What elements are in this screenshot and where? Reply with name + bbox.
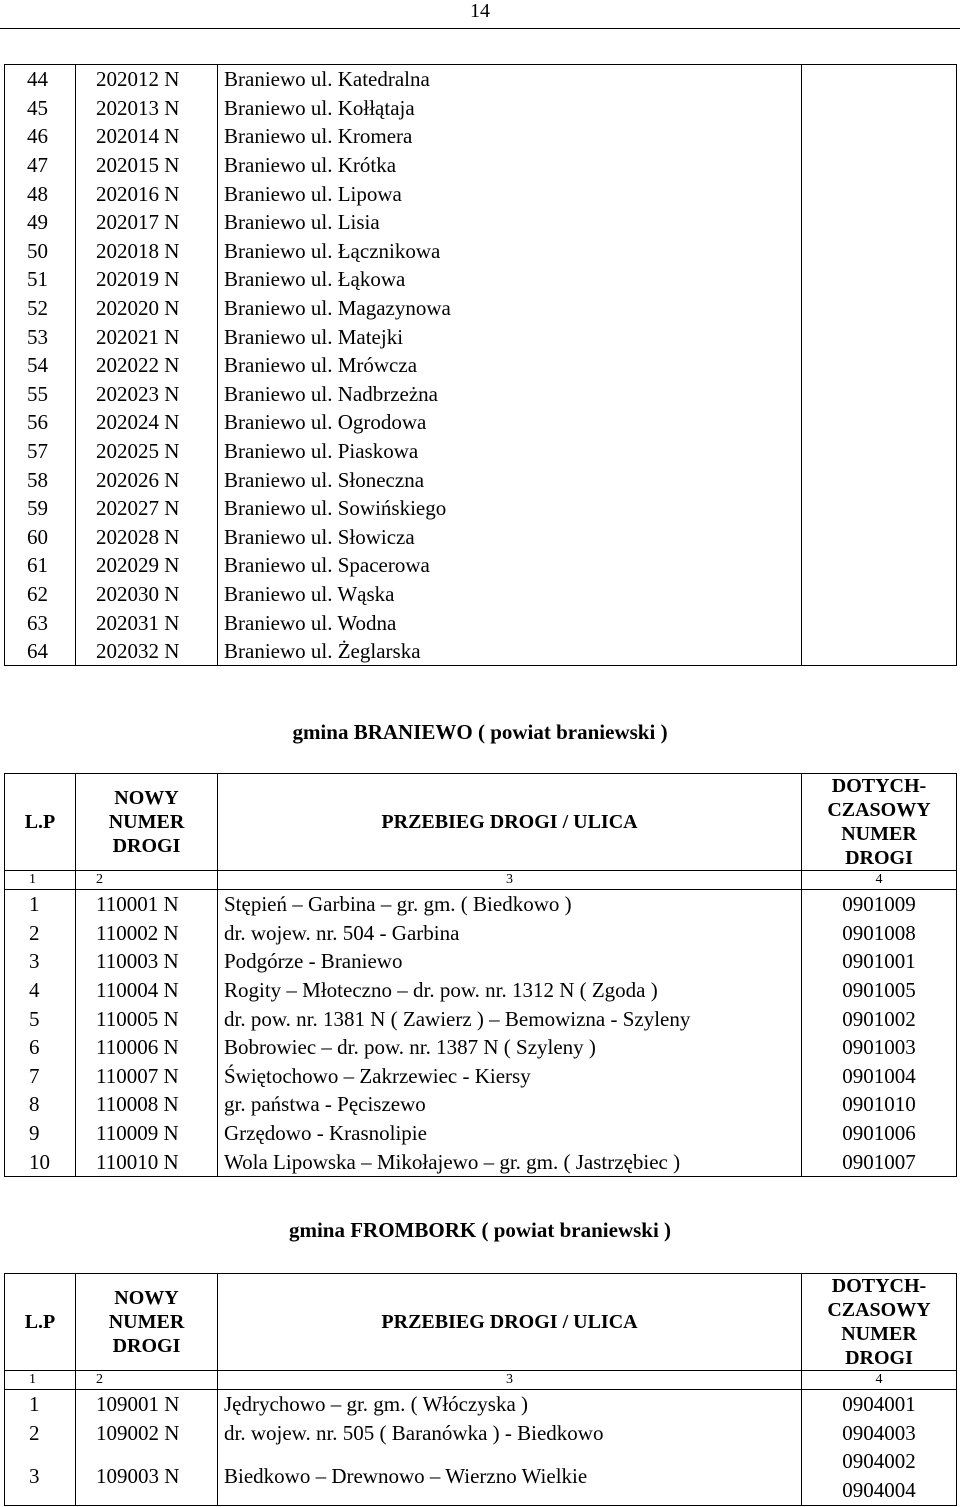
header-new-line3: DROGI	[112, 1335, 181, 1357]
row-lp: 54	[5, 351, 76, 380]
row-old-number	[802, 1447, 957, 1506]
colnum-2: 2	[76, 871, 218, 890]
row-lp: 8	[5, 1090, 76, 1119]
section-title-braniewo: gmina BRANIEWO ( powiat braniewski )	[292, 720, 668, 744]
row-new-number: 110003 N	[76, 947, 218, 976]
table-row	[5, 380, 957, 409]
header-route: PRZEBIEG DROGI / ULICA	[218, 1274, 802, 1371]
row-old-number-empty	[802, 179, 957, 208]
row-route: Wola Lipowska – Mikołajewo – gr. gm. ( Jastrzębiec )	[218, 1147, 802, 1176]
row-old-number: 0901001	[802, 947, 957, 976]
row-route: Braniewo ul. Wąska	[218, 580, 802, 609]
row-old-number-2: 0904004	[842, 1478, 916, 1503]
row-route: Braniewo ul. Magazynowa	[218, 294, 802, 323]
row-old-number-empty	[802, 122, 957, 151]
colnum-3: 3	[218, 871, 802, 890]
row-route: Braniewo ul. Krótka	[218, 151, 802, 180]
table-row	[5, 94, 957, 123]
row-route: Braniewo ul. Łącznikowa	[218, 237, 802, 266]
table-row	[5, 947, 957, 976]
row-new-number: 202029 N	[76, 551, 218, 580]
row-lp: 3	[5, 1447, 76, 1506]
roads-table-continued	[4, 64, 957, 666]
header-row	[5, 1274, 957, 1371]
row-new-number: 202022 N	[76, 351, 218, 380]
row-old-number-empty	[802, 351, 957, 380]
row-lp: 47	[5, 151, 76, 180]
row-route: gr. państwa - Pęciszewo	[218, 1090, 802, 1119]
table-row	[5, 1004, 957, 1033]
column-numbers-row	[5, 1371, 957, 1390]
header-old-line4: DROGI	[845, 847, 913, 869]
row-lp: 1	[5, 1390, 76, 1419]
row-route: Braniewo ul. Kromera	[218, 122, 802, 151]
header-new-line1: NOWY	[114, 787, 179, 809]
row-old-number: 0901007	[802, 1147, 957, 1176]
header-new-line1: NOWY	[114, 1287, 179, 1309]
table-row	[5, 1062, 957, 1091]
row-old-number: 0901008	[802, 919, 957, 948]
table-row	[5, 551, 957, 580]
row-old-number-empty	[802, 637, 957, 666]
row-lp: 56	[5, 408, 76, 437]
row-new-number: 202027 N	[76, 494, 218, 523]
row-old-number-empty	[802, 322, 957, 351]
table-row	[5, 1447, 957, 1506]
row-lp: 55	[5, 380, 76, 409]
row-old-number-empty	[802, 294, 957, 323]
row-lp: 62	[5, 580, 76, 609]
row-new-number: 109001 N	[76, 1390, 218, 1419]
colnum-3: 3	[218, 1371, 802, 1390]
row-lp: 2	[5, 1419, 76, 1448]
row-route: Rogity – Młoteczno – dr. pow. nr. 1312 N ( Zgoda )	[218, 976, 802, 1005]
row-route: dr. wojew. nr. 505 ( Baranówka ) - Biedkowo	[218, 1419, 802, 1448]
row-new-number: 109003 N	[76, 1447, 218, 1506]
row-lp: 4	[5, 976, 76, 1005]
row-route: Braniewo ul. Katedralna	[218, 65, 802, 94]
row-new-number: 202015 N	[76, 151, 218, 180]
row-old-number-empty	[802, 65, 957, 94]
row-lp: 52	[5, 294, 76, 323]
row-lp: 7	[5, 1062, 76, 1091]
header-lp: L.P	[5, 774, 76, 871]
row-old-number-1: 0904002	[842, 1449, 916, 1474]
row-new-number: 110002 N	[76, 919, 218, 948]
row-route: Braniewo ul. Spacerowa	[218, 551, 802, 580]
table-row	[5, 976, 957, 1005]
row-new-number: 202013 N	[76, 94, 218, 123]
table-row	[5, 408, 957, 437]
column-numbers-row	[5, 871, 957, 890]
row-route: Braniewo ul. Lipowa	[218, 179, 802, 208]
row-old-number: 0901003	[802, 1033, 957, 1062]
header-new-line2: NUMER	[108, 1311, 185, 1333]
row-route: Braniewo ul. Matejki	[218, 322, 802, 351]
table-row	[5, 1147, 957, 1176]
row-lp: 1	[5, 890, 76, 919]
header-old-line1: DOTYCH-	[831, 775, 927, 797]
header-old-line4: DROGI	[845, 1347, 913, 1369]
table-row	[5, 890, 957, 919]
header-old-line2: CZASOWY	[827, 799, 931, 821]
row-old-number-empty	[802, 608, 957, 637]
table-row	[5, 608, 957, 637]
table-row	[5, 437, 957, 466]
row-old-number-empty	[802, 494, 957, 523]
row-old-number: 0901002	[802, 1004, 957, 1033]
roads-table-braniewo	[4, 773, 957, 1177]
table-row	[5, 65, 957, 94]
table-row	[5, 294, 957, 323]
table-row	[5, 1090, 957, 1119]
colnum-1: 1	[5, 1371, 76, 1390]
row-route: Podgórze - Braniewo	[218, 947, 802, 976]
table-row	[5, 1390, 957, 1419]
table-row	[5, 465, 957, 494]
row-new-number: 202024 N	[76, 408, 218, 437]
row-old-number-empty	[802, 208, 957, 237]
row-old-number: 0901009	[802, 890, 957, 919]
row-route: Braniewo ul. Żeglarska	[218, 637, 802, 666]
row-new-number: 202019 N	[76, 265, 218, 294]
row-new-number: 202012 N	[76, 65, 218, 94]
row-lp: 51	[5, 265, 76, 294]
row-old-number: 0901005	[802, 976, 957, 1005]
row-old-number-empty	[802, 380, 957, 409]
row-new-number: 110010 N	[76, 1147, 218, 1176]
header-old-number	[802, 774, 957, 871]
row-new-number: 202032 N	[76, 637, 218, 666]
row-lp: 9	[5, 1119, 76, 1148]
row-old-number-empty	[802, 523, 957, 552]
row-route: Świętochowo – Zakrzewiec - Kiersy	[218, 1062, 802, 1091]
table-row	[5, 322, 957, 351]
row-route: Braniewo ul. Lisia	[218, 208, 802, 237]
row-lp: 57	[5, 437, 76, 466]
row-route: dr. pow. nr. 1381 N ( Zawierz ) – Bemowizna - Szyleny	[218, 1004, 802, 1033]
row-route: Braniewo ul. Sowińskiego	[218, 494, 802, 523]
table-row	[5, 179, 957, 208]
table-row	[5, 208, 957, 237]
row-old-number-empty	[802, 265, 957, 294]
row-route: Braniewo ul. Piaskowa	[218, 437, 802, 466]
header-old-line2: CZASOWY	[827, 1299, 931, 1321]
row-lp: 64	[5, 637, 76, 666]
row-new-number: 110008 N	[76, 1090, 218, 1119]
row-route: Grzędowo - Krasnolipie	[218, 1119, 802, 1148]
row-old-number-empty	[802, 465, 957, 494]
row-new-number: 202023 N	[76, 380, 218, 409]
row-old-number-empty	[802, 408, 957, 437]
row-lp: 48	[5, 179, 76, 208]
row-route: Braniewo ul. Kołłątaja	[218, 94, 802, 123]
row-route: Bobrowiec – dr. pow. nr. 1387 N ( Szyleny )	[218, 1033, 802, 1062]
row-new-number: 202025 N	[76, 437, 218, 466]
table-row	[5, 122, 957, 151]
row-route: Biedkowo – Drewnowo – Wierzno Wielkie	[218, 1447, 802, 1506]
row-new-number: 110007 N	[76, 1062, 218, 1091]
row-lp: 44	[5, 65, 76, 94]
header-route: PRZEBIEG DROGI / ULICA	[218, 774, 802, 871]
row-lp: 58	[5, 465, 76, 494]
colnum-2: 2	[76, 1371, 218, 1390]
colnum-4: 4	[802, 1371, 957, 1390]
row-lp: 59	[5, 494, 76, 523]
row-lp: 5	[5, 1004, 76, 1033]
table-row	[5, 1419, 957, 1448]
header-old-number	[802, 1274, 957, 1371]
row-new-number: 202028 N	[76, 523, 218, 552]
top-rule	[0, 28, 960, 29]
table-row	[5, 494, 957, 523]
row-old-number-empty	[802, 437, 957, 466]
table-row	[5, 1033, 957, 1062]
row-old-number: 0901004	[802, 1062, 957, 1091]
header-new-number	[76, 774, 218, 871]
header-old-line1: DOTYCH-	[831, 1275, 927, 1297]
row-route: Braniewo ul. Słowicza	[218, 523, 802, 552]
colnum-1: 1	[5, 871, 76, 890]
table-row	[5, 637, 957, 666]
header-row	[5, 774, 957, 871]
row-new-number: 202021 N	[76, 322, 218, 351]
roads-table-frombork	[4, 1273, 957, 1506]
row-new-number: 202018 N	[76, 237, 218, 266]
row-new-number: 202014 N	[76, 122, 218, 151]
row-new-number: 110005 N	[76, 1004, 218, 1033]
row-route: Braniewo ul. Ogrodowa	[218, 408, 802, 437]
row-new-number: 110004 N	[76, 976, 218, 1005]
row-old-number-empty	[802, 580, 957, 609]
row-lp: 49	[5, 208, 76, 237]
table-row	[5, 919, 957, 948]
row-lp: 45	[5, 94, 76, 123]
table-row	[5, 351, 957, 380]
row-new-number: 109002 N	[76, 1419, 218, 1448]
row-new-number: 202026 N	[76, 465, 218, 494]
row-new-number: 202016 N	[76, 179, 218, 208]
row-route: Braniewo ul. Nadbrzeżna	[218, 380, 802, 409]
header-lp: L.P	[5, 1274, 76, 1371]
row-old-number: 0901010	[802, 1090, 957, 1119]
row-lp: 46	[5, 122, 76, 151]
row-new-number: 202031 N	[76, 608, 218, 637]
row-lp: 10	[5, 1147, 76, 1176]
section-title-frombork: gmina FROMBORK ( powiat braniewski )	[288, 1218, 672, 1242]
row-lp: 50	[5, 237, 76, 266]
header-new-number	[76, 1274, 218, 1371]
colnum-4: 4	[802, 871, 957, 890]
row-new-number: 110009 N	[76, 1119, 218, 1148]
row-old-number-empty	[802, 94, 957, 123]
table-row	[5, 523, 957, 552]
row-route: Stępień – Garbina – gr. gm. ( Biedkowo )	[218, 890, 802, 919]
header-old-line3: NUMER	[841, 823, 917, 845]
row-new-number: 202017 N	[76, 208, 218, 237]
table-row	[5, 237, 957, 266]
table-row	[5, 151, 957, 180]
row-route: dr. wojew. nr. 504 - Garbina	[218, 919, 802, 948]
row-new-number: 202030 N	[76, 580, 218, 609]
row-lp: 63	[5, 608, 76, 637]
row-old-number: 0904003	[802, 1419, 957, 1448]
row-old-number-empty	[802, 151, 957, 180]
row-lp: 61	[5, 551, 76, 580]
table-row	[5, 1119, 957, 1148]
row-route: Braniewo ul. Słoneczna	[218, 465, 802, 494]
row-new-number: 202020 N	[76, 294, 218, 323]
row-route: Jędrychowo – gr. gm. ( Włóczyska )	[218, 1390, 802, 1419]
header-old-line3: NUMER	[841, 1323, 917, 1345]
row-lp: 60	[5, 523, 76, 552]
table-row	[5, 580, 957, 609]
header-new-line2: NUMER	[108, 811, 185, 833]
row-lp: 2	[5, 919, 76, 948]
row-new-number: 110001 N	[76, 890, 218, 919]
row-old-number-empty	[802, 237, 957, 266]
page-number: 14	[470, 0, 490, 22]
row-route: Braniewo ul. Mrówcza	[218, 351, 802, 380]
row-route: Braniewo ul. Wodna	[218, 608, 802, 637]
row-lp: 3	[5, 947, 76, 976]
row-lp: 6	[5, 1033, 76, 1062]
row-new-number: 110006 N	[76, 1033, 218, 1062]
row-old-number: 0904001	[802, 1390, 957, 1419]
header-new-line3: DROGI	[112, 835, 181, 857]
row-old-number: 0901006	[802, 1119, 957, 1148]
row-old-number-empty	[802, 551, 957, 580]
table-row	[5, 265, 957, 294]
row-route: Braniewo ul. Łąkowa	[218, 265, 802, 294]
row-lp: 53	[5, 322, 76, 351]
